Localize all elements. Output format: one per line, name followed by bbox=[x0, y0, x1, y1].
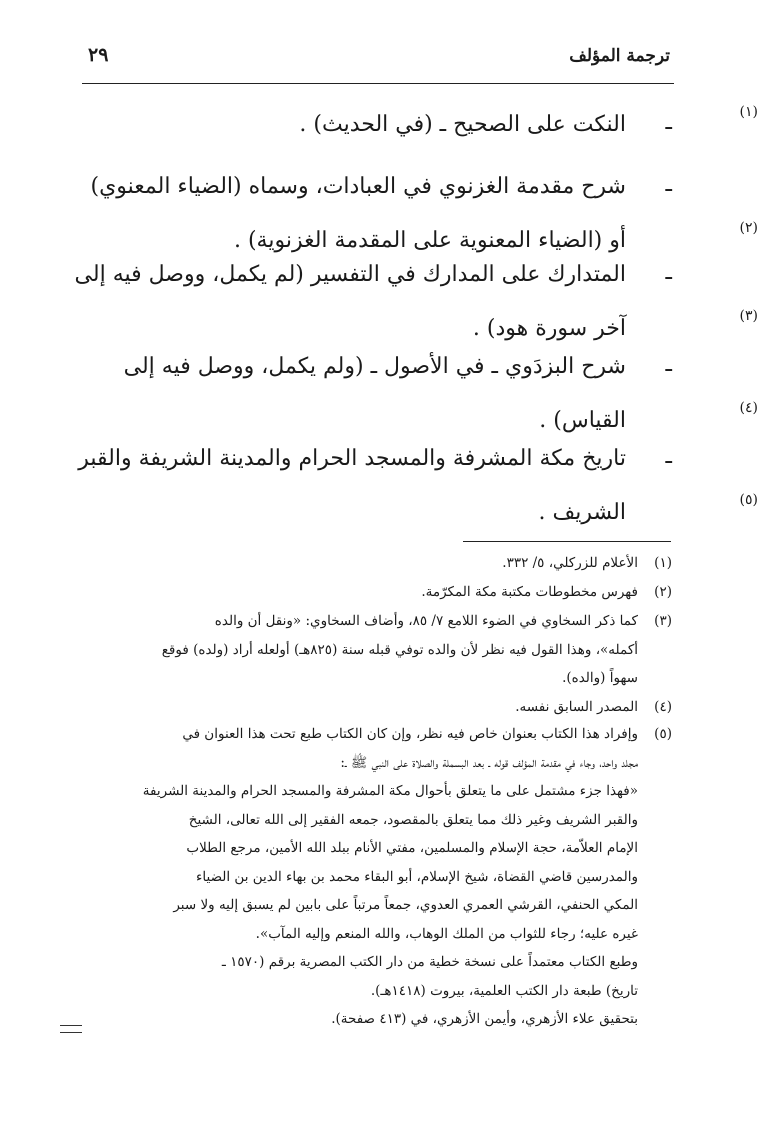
footnote-ref: (١) bbox=[739, 104, 758, 120]
footnote-line: فهرس مخطوطات مكتبة مكة المكرّمة. bbox=[421, 584, 638, 600]
list-dash: ـ bbox=[665, 444, 672, 469]
running-header-title: ترجمة المؤلف bbox=[569, 46, 670, 66]
footnote bbox=[120, 549, 672, 578]
item-line: تاريخ مكة المشرفة والمسجد الحرام والمدينة الشريفة والقبر bbox=[78, 446, 626, 471]
footnote-ref: (٣) bbox=[739, 308, 758, 324]
list-item bbox=[60, 432, 758, 538]
footnote-text bbox=[122, 549, 638, 578]
item-line: القياس) bbox=[553, 408, 626, 433]
item-line: شرح البزدَوي ـ في الأصول ـ (ولم يكمل، ووصل فيه إلى bbox=[123, 354, 626, 379]
footnote-line: المصدر السابق نفسه. bbox=[515, 699, 638, 715]
list-dash: ـ bbox=[665, 110, 672, 135]
footnote-line: غيره عليه؛ رجاء للثواب من الملك الوهاب، والله المنعم وإليه المآب». bbox=[255, 925, 638, 942]
list-dash: ـ bbox=[665, 172, 672, 197]
footnote-line: بتحقيق علاء الأزهري، وأيمن الأزهري، في (٤١٣ صفحة). bbox=[331, 1011, 638, 1027]
item-line: الشريف bbox=[552, 500, 626, 525]
list-item bbox=[60, 248, 758, 354]
footnote-ref: (٢) bbox=[739, 220, 758, 236]
item-line: أو (الضياء المعنوية على المقدمة الغزنوية) bbox=[247, 228, 626, 253]
page-number: ٢٩ bbox=[88, 44, 109, 66]
footnote-text bbox=[122, 578, 638, 607]
footnote-line: المكي الحنفي، القرشي العمري العدوي، جمعاً مرتباً على بابين لم يسبق إليه ولا سبر bbox=[173, 897, 638, 913]
footnote-number: (٤) bbox=[654, 699, 672, 715]
footnote-line: سهواً (والده). bbox=[562, 670, 638, 686]
footnote-divider bbox=[463, 541, 671, 542]
footnote-line: وطبع الكتاب معتمداً على نسخة خطية من دار الكتب المصرية برقم (١٥٧٠ ـ bbox=[221, 954, 638, 970]
footnote-number: (٣) bbox=[654, 613, 672, 629]
footnote-text bbox=[122, 720, 638, 1034]
item-line: آخر سورة هود) bbox=[486, 316, 626, 341]
footnote bbox=[120, 720, 672, 1040]
list-item-text bbox=[78, 432, 758, 540]
footnote-line: تاريخ) طبعة دار الكتب العلمية، بيروت (١٤١٨هـ). bbox=[370, 982, 638, 999]
footnote-line: الأعلام للزركلي، ٥/ ٣٣٢. bbox=[502, 555, 638, 571]
footnote-line: «فهذا جزء مشتمل على ما يتعلق بأحوال مكة المشرفة والمسجد الحرام والمدينة الشريفة bbox=[142, 783, 638, 799]
item-end: . bbox=[538, 500, 553, 525]
footnote-line: الإمام العلاّمة، حجة الإسلام والمسلمين، مفتي الأنام ببلد الله الأمين، مرجع الطلاب bbox=[186, 840, 638, 856]
footnote-ref: (٥) bbox=[739, 492, 758, 508]
footnote-line: أكمله»، وهذا القول فيه نظر لأن والده توفي قبله سنة (٨٢٥هـ) أولعله أراد (ولده) فوقع bbox=[161, 641, 638, 658]
footnote-number: (٥) bbox=[654, 726, 672, 742]
footnote bbox=[120, 578, 672, 607]
list-item-text bbox=[86, 98, 758, 152]
footnote-line: والمدرسين قاضي القضاة، شيخ الإسلام، أبو البقاء محمد بن بهاء الدين بن الضياء bbox=[196, 868, 638, 885]
footnote-line: كما ذكر السخاوي في الضوء اللامع ٧/ ٨٥، وأضاف السخاوي: «ونقل أن والده bbox=[214, 613, 638, 629]
list-dash: ـ bbox=[665, 260, 672, 285]
footnote-number: (٢) bbox=[654, 584, 672, 600]
continuation-mark bbox=[60, 1025, 82, 1033]
item-end: . bbox=[472, 316, 487, 341]
footnote-line: وإفراد هذا الكتاب بعنوان خاص فيه نظر، وإن كان الكتاب طبع تحت هذا العنوان في bbox=[182, 726, 638, 742]
item-end: . bbox=[233, 228, 248, 253]
list-item bbox=[60, 340, 758, 446]
item-line: شرح مقدمة الغزنوي في العبادات، وسماه (الضياء المعنوي) bbox=[90, 174, 626, 199]
footnote-number: (١) bbox=[654, 555, 672, 571]
list-dash: ـ bbox=[665, 352, 672, 377]
footnote-ref: (٤) bbox=[739, 400, 758, 416]
item-line: المتدارك على المدارك في التفسير (لم يكمل، ووصل فيه إلى bbox=[74, 262, 626, 287]
item-end: . bbox=[299, 112, 314, 137]
footnote bbox=[120, 607, 672, 693]
list-item bbox=[60, 98, 758, 154]
item-line: النكت على الصحيح ـ (في الحديث) bbox=[313, 112, 626, 137]
footnote-line: والقبر الشريف وغير ذلك مما يتعلق بالمقصود، جمعه الفقير إلى الله تعالى، الشيخ bbox=[188, 811, 638, 828]
footnote-text bbox=[122, 607, 638, 693]
header-divider bbox=[82, 83, 674, 84]
footnote-line: مجلد واحد، وجاء في مقدمة المؤلف قوله ـ بعد البسملة والصلاة على النبي ﷺ ـ: bbox=[340, 754, 638, 771]
footnote bbox=[120, 693, 672, 722]
footnote-text bbox=[122, 693, 638, 722]
item-end: . bbox=[539, 408, 554, 433]
